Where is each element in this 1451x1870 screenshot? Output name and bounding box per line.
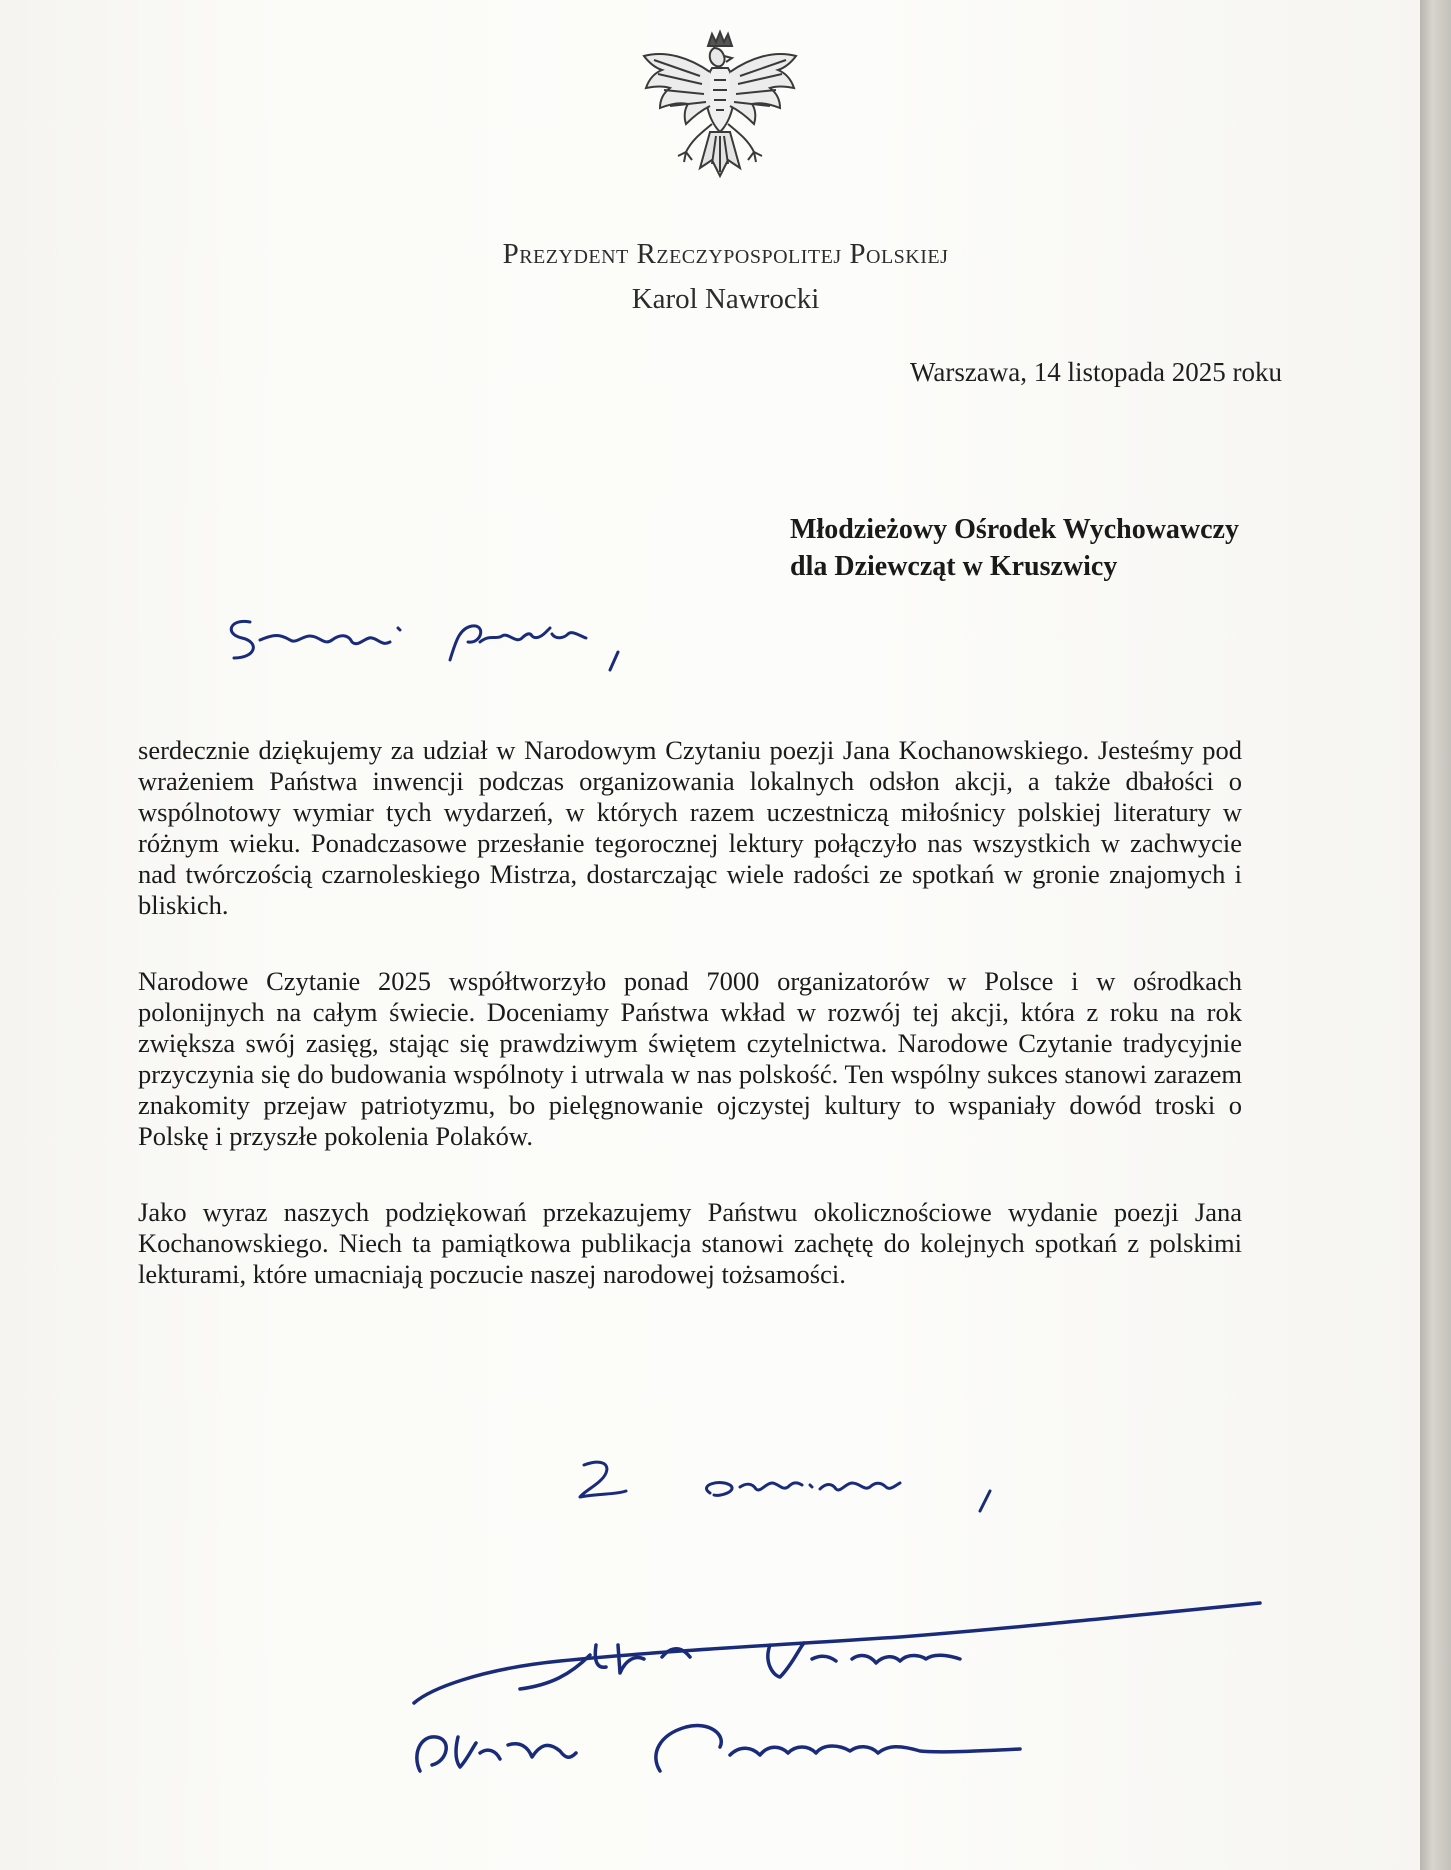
- president-signature: [400, 1585, 1280, 1780]
- body-paragraph-3: Jako wyraz naszych podziękowań przekazujemy Państwu okolicznościowe wydanie poezji Jana Kochanowskiego. Niech ta pamiątkowa publikacja stanowi zachętę do kolejnych spotkań z polskimi lekturami, które umacniają poczucie naszej narodowej tożsamości.: [138, 1197, 1242, 1289]
- body-paragraph-1: serdecznie dziękujemy za udział w Narodowym Czytaniu poezji Jana Kochanowskiego. Jesteśmy pod wrażeniem Państwa inwencji podczas organizowania lokalnych odsłon akcji, a także dbałości o wspólnotowy wymiar tych wydarzeń, w których razem uczestniczą miłośnicy polskiej literatury w różnym wieku. Ponadczasowe przesłanie tegorocznej lektury połączyło nas wszystkich w zachwycie nad twórczością czarnoleskiego Mistrza, dostarczając wiele radości ze spotkań w gronie znajomych i bliskich.: [138, 735, 1242, 920]
- handwritten-salutation: [220, 600, 690, 680]
- recipient-block: [790, 511, 1239, 585]
- body-paragraph-2: Narodowe Czytanie 2025 współtworzyło ponad 7000 organizatorów w Polsce i w ośrodkach polonijnych na całym świecie. Doceniamy Państwa wkład w rozwój tej akcji, która z roku na rok zwiększa swój zasięg, stając się prawdziwym świętem czytelnictwa. Narodowe Czytanie tradycyjnie przyczynia się do budowania wspólnoty i utrwala w nas polskość. Ten wspólny sukces stanowi zarazem znakomity przejaw patriotyzmu, bo pielęgnowanie ojczystej kultury to wspaniały dowód troski o Polskę i przyszłe pokolenia Polaków.: [138, 966, 1242, 1151]
- page-edge-shadow: [1420, 0, 1451, 1870]
- recipient-line-2: dla Dziewcząt w Kruszwicy: [790, 551, 1118, 582]
- white-eagle-emblem-icon: [630, 28, 810, 196]
- date-line: Warszawa, 14 listopada 2025 roku: [910, 357, 1282, 387]
- recipient-line-1: Młodzieżowy Ośrodek Wychowawczy: [790, 514, 1239, 545]
- letterhead-title: Prezydent Rzeczypospolitej Polskiej: [502, 238, 949, 270]
- letter-body: [138, 735, 1242, 1335]
- letterhead-name: Karol Nawrocki: [631, 283, 820, 315]
- handwritten-closing: [570, 1445, 1010, 1525]
